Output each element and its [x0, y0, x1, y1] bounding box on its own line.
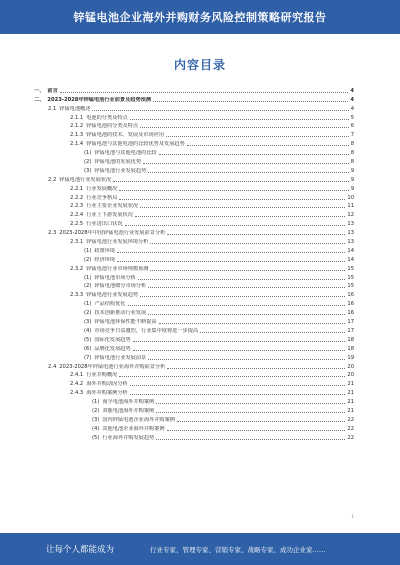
toc-entry[interactable] — [34, 317, 354, 326]
toc-entry-page: 9 — [350, 185, 354, 192]
toc-entry-number: (3) — [84, 319, 92, 326]
toc-entry-text: 锌锰电池行业发展趋势 — [94, 167, 147, 174]
toc-entry[interactable] — [34, 255, 354, 264]
toc-entry[interactable] — [34, 166, 354, 175]
toc-leader-dots — [159, 154, 349, 155]
toc-leader-dots — [135, 216, 345, 217]
toc-entry-text: 国内锌锰电池企业海外并购案例 — [102, 416, 175, 423]
toc-entry-page: 11 — [347, 203, 354, 210]
toc-entry-number: (5) — [84, 336, 92, 343]
toc-entry[interactable] — [34, 397, 354, 406]
toc-entry-number: (2) — [84, 283, 92, 290]
toc-entry-text: 锌锰电池行业发展环境分析 — [86, 239, 149, 246]
toc-leader-dots — [133, 350, 346, 351]
toc-leader-dots — [148, 172, 348, 173]
toc-entry-number: 2.1.2 — [70, 123, 84, 130]
toc-entry-page: 12 — [347, 212, 354, 219]
toc-entry-text: 技术创新推动行业发展 — [94, 310, 147, 317]
toc-entry-text: 政策环境 — [94, 247, 116, 254]
toc-entry-number: (4) — [92, 425, 100, 432]
toc-entry-page: 10 — [347, 194, 354, 201]
toc-entry-text: 锌锰电池的分类及特点 — [86, 123, 139, 130]
toc-entry-page: 21 — [347, 390, 354, 397]
toc-entry-text: 锌锰电池与其他电池的比较优势及发展趋势 — [86, 141, 185, 148]
footer-tagline: 行业专家、管理专家、营销专家、战略专家、成功企业家…… — [150, 545, 326, 554]
toc-entry-number: (3) — [92, 416, 100, 423]
toc-entry-text: 行业主要企业发展状况 — [86, 203, 139, 210]
toc-entry-number: 2.2.2 — [70, 194, 84, 201]
toc-entry-text: 2023-2028年中国锌锰电池行业发展前景分析 — [59, 230, 166, 237]
toc-entry-text: 前言 — [47, 87, 58, 94]
toc-entry-page: 22 — [347, 434, 354, 441]
toc-entry-page: 19 — [347, 354, 354, 361]
toc-entry-number: 二、 — [34, 96, 45, 103]
toc-entry-number: (4) — [84, 327, 92, 334]
toc-entry-text: 锌锰电池的发展优势 — [94, 159, 142, 166]
toc-leader-dots — [156, 403, 345, 404]
toc-entry-page: 20 — [347, 372, 354, 379]
toc-leader-dots — [148, 287, 345, 288]
toc-entry-page: 4 — [350, 105, 354, 112]
toc-entry-number: (1) — [84, 150, 92, 157]
toc-entry-text: 经济环境 — [94, 256, 116, 263]
footer-slogan: 让每个人都能成为 — [46, 545, 115, 555]
toc-entry-number: 2.2 — [48, 176, 57, 183]
toc-leader-dots — [60, 92, 349, 93]
toc-leader-dots — [140, 207, 345, 208]
toc-entry-number: 2.2.4 — [70, 212, 84, 219]
toc-entry[interactable] — [34, 415, 354, 424]
toc-entry-page: 21 — [347, 407, 354, 414]
toc-entry-page: 20 — [347, 363, 354, 370]
toc-entry-page: 9 — [350, 176, 354, 183]
toc-entry[interactable] — [34, 308, 354, 317]
toc-entry-page: 22 — [347, 416, 354, 423]
toc-leader-dots — [148, 359, 345, 360]
toc-entry[interactable] — [34, 282, 354, 291]
toc-entry-text: 锌锰电池与其他电池的比较 — [94, 150, 157, 157]
toc-entry-page: 6 — [350, 123, 354, 130]
toc-leader-dots — [113, 181, 349, 182]
toc-entry-text: 锌锰电池细分市场分析 — [94, 283, 147, 290]
toc-entry-page: 22 — [347, 425, 354, 432]
toc-entry-page: 18 — [347, 336, 354, 343]
toc-entry-number: 2.1 — [48, 105, 57, 112]
toc-entry-number: 2.3.3 — [70, 292, 84, 299]
toc-entry-text: 锌锰电池行业发展趋势 — [86, 292, 139, 299]
toc-entry[interactable] — [34, 299, 354, 308]
toc-leader-dots — [130, 394, 346, 395]
toc-entry-text: 2023-2028年锌锰电池行业前景及趋势预测 — [47, 96, 152, 103]
toc-leader-dots — [153, 101, 348, 102]
toc-entry[interactable] — [34, 139, 354, 148]
header-bar — [0, 0, 400, 34]
toc-entry-number: (1) — [84, 247, 92, 254]
toc-entry-page: 5 — [350, 114, 354, 121]
toc-entry[interactable] — [34, 344, 354, 353]
toc-entry-page: 8 — [350, 150, 354, 157]
toc-leader-dots — [128, 305, 346, 306]
toc-entry-number: (2) — [84, 310, 92, 317]
toc-entry-page: 14 — [347, 256, 354, 263]
toc-leader-dots — [167, 368, 345, 369]
toc-entry-number: (3) — [84, 167, 92, 174]
toc-leader-dots — [156, 439, 345, 440]
toc-entry[interactable] — [34, 95, 354, 104]
toc-leader-dots — [133, 341, 346, 342]
toc-entry[interactable] — [34, 122, 354, 131]
toc-entry-page: 15 — [347, 265, 354, 272]
toc-leader-dots — [140, 296, 345, 297]
toc-entry-number: (2) — [84, 256, 92, 263]
toc-entry-number: (6) — [84, 345, 92, 352]
toc-leader-dots — [130, 119, 349, 120]
toc-entry-page: 7 — [350, 132, 354, 139]
toc-leader-dots — [177, 421, 345, 422]
toc-entry-text: 其他电池企业海外并购案例 — [102, 425, 165, 432]
toc-entry-page: 16 — [347, 310, 354, 317]
toc-entry-text: 2023-2028年锌锰电池行业海外并购前景分析 — [59, 363, 166, 370]
toc-entry[interactable] — [34, 388, 354, 397]
toc-entry-number: 2.3.2 — [70, 265, 84, 272]
toc-entry-text: 锌锰电池行业市场规模预测 — [86, 265, 149, 272]
toc-leader-dots — [117, 261, 345, 262]
toc-entry-page: 15 — [347, 274, 354, 281]
toc-entry[interactable] — [34, 86, 354, 95]
toc-leader-dots — [119, 376, 345, 377]
toc-leader-dots — [125, 225, 346, 226]
toc-entry-number: 2.1.1 — [70, 114, 84, 121]
toc-entry-text: 品牌化发展趋势 — [94, 345, 131, 352]
toc-entry[interactable] — [34, 228, 354, 237]
toc-leader-dots — [200, 332, 345, 333]
toc-entry-number: 2.4.1 — [70, 372, 84, 379]
toc-leader-dots — [148, 314, 345, 315]
toc-entry-number: 2.4.2 — [70, 381, 84, 388]
toc-entry-text: 行业海外并购发展趋势 — [102, 434, 155, 441]
toc-entry-text: 锌锰电池行业发展前景 — [94, 354, 147, 361]
toc-entry-page: 4 — [350, 96, 354, 103]
report-title: 锌锰电池企业海外并购财务风险控制策略研究报告 — [73, 11, 327, 24]
toc-entry-page: 21 — [347, 381, 354, 388]
toc-entry-number: 一、 — [34, 87, 45, 94]
toc-entry[interactable] — [34, 362, 354, 371]
toc-entry[interactable] — [34, 202, 354, 211]
toc-entry-text: 国际化发展趋势 — [94, 336, 131, 343]
toc-entry[interactable] — [34, 148, 354, 157]
footer-bar — [0, 533, 400, 565]
table-of-contents — [34, 86, 354, 442]
toc-entry-number: 2.3 — [48, 230, 57, 237]
page-number: 1 — [351, 514, 354, 519]
toc-entry-text: 产品结构优化 — [94, 301, 126, 308]
toc-entry-page: 17 — [347, 327, 354, 334]
toc-entry[interactable] — [34, 273, 354, 282]
toc-leader-dots — [138, 279, 346, 280]
toc-title: 内容目录 — [173, 58, 226, 72]
toc-entry[interactable] — [34, 219, 354, 228]
toc-entry-number: 2.4 — [48, 363, 57, 370]
toc-leader-dots — [187, 145, 349, 146]
toc-entry-page: 9 — [350, 167, 354, 174]
toc-leader-dots — [92, 110, 348, 111]
toc-entry-page: 14 — [347, 247, 354, 254]
toc-entry-text: 锌锰电池环保性能不断提高 — [94, 319, 157, 326]
toc-entry[interactable] — [34, 246, 354, 255]
toc-entry[interactable] — [34, 104, 354, 113]
toc-entry[interactable] — [34, 424, 354, 433]
toc-entry[interactable] — [34, 433, 354, 442]
toc-entry-text: 行业进出口状况 — [86, 221, 123, 228]
toc-entry-text: 行业发展概况 — [86, 185, 118, 192]
toc-entry-number: 2.1.3 — [70, 132, 84, 139]
toc-entry[interactable] — [34, 335, 354, 344]
toc-entry-number: (1) — [84, 274, 92, 281]
toc-leader-dots — [119, 190, 348, 191]
toc-entry-number: 2.3.1 — [70, 239, 84, 246]
toc-leader-dots — [166, 136, 349, 137]
toc-entry[interactable] — [34, 130, 354, 139]
toc-entry-text: 海外并购动因分析 — [86, 381, 128, 388]
toc-entry-text: 行业上下游发展状况 — [86, 212, 133, 219]
toc-leader-dots — [150, 243, 345, 244]
toc-entry-page: 8 — [350, 159, 354, 166]
toc-entry[interactable] — [34, 406, 354, 415]
toc-entry-page: 17 — [347, 319, 354, 326]
toc-leader-dots — [167, 430, 346, 431]
toc-entry-number: 2.2.3 — [70, 203, 84, 210]
toc-entry-page: 8 — [350, 141, 354, 148]
toc-leader-dots — [117, 252, 345, 253]
toc-entry-number: (1) — [84, 301, 92, 308]
toc-entry[interactable] — [34, 210, 354, 219]
toc-entry-number: (7) — [84, 354, 92, 361]
toc-leader-dots — [140, 127, 349, 128]
toc-entry-text: 行业竞争格局 — [86, 194, 118, 201]
toc-entry-page: 21 — [347, 399, 354, 406]
toc-entry-text: 锌锰电池市场分析 — [94, 274, 136, 281]
toc-entry[interactable] — [34, 157, 354, 166]
toc-entry-text: 锌锰电池的技术、发展及市场应用 — [86, 132, 165, 139]
toc-entry[interactable] — [34, 237, 354, 246]
toc-entry[interactable] — [34, 290, 354, 299]
toc-entry-number: 2.4.3 — [70, 390, 84, 397]
toc-entry-number: 2.1.4 — [70, 141, 84, 148]
toc-entry-text: 市场竞争日益激烈，行业集中度将进一步提高 — [94, 327, 199, 334]
toc-leader-dots — [156, 412, 345, 413]
toc-leader-dots — [150, 270, 345, 271]
toc-entry-number: 2.2.5 — [70, 221, 84, 228]
toc-entry-text: 电池的分类及特点 — [86, 114, 128, 121]
toc-entry-text: 海外并购案例分析 — [86, 390, 128, 397]
toc-entry-page: 13 — [347, 221, 354, 228]
toc-entry[interactable] — [34, 326, 354, 335]
toc-entry[interactable] — [34, 264, 354, 273]
toc-entry[interactable] — [34, 175, 354, 184]
toc-entry-text: 锌锰电池概述 — [59, 105, 91, 112]
toc-entry-page: 16 — [347, 292, 354, 299]
toc-entry-number: 2.2.1 — [70, 185, 84, 192]
toc-entry-number: (1) — [92, 399, 100, 406]
toc-leader-dots — [130, 385, 346, 386]
toc-entry-text: 行业并购概况 — [86, 372, 118, 379]
toc-entry-page: 18 — [347, 345, 354, 352]
toc-entry-text: 南孚电池海外并购案例 — [102, 399, 155, 406]
toc-entry[interactable] — [34, 379, 354, 388]
toc-entry-page: 15 — [347, 283, 354, 290]
toc-entry-number: (5) — [92, 434, 100, 441]
toc-entry-text: 锌锰电池行业发展状况 — [59, 176, 112, 183]
toc-entry-text: 双鹿电池海外并购案例 — [102, 407, 155, 414]
toc-entry-number: (2) — [84, 159, 92, 166]
toc-entry[interactable] — [34, 184, 354, 193]
toc-entry-page: 16 — [347, 301, 354, 308]
toc-entry-page: 13 — [347, 239, 354, 246]
toc-entry-page: 4 — [350, 87, 354, 94]
toc-entry-number: (2) — [92, 407, 100, 414]
toc-leader-dots — [119, 199, 345, 200]
toc-entry[interactable] — [34, 113, 354, 122]
toc-entry[interactable] — [34, 193, 354, 202]
toc-entry[interactable] — [34, 353, 354, 362]
toc-leader-dots — [143, 163, 349, 164]
toc-entry[interactable] — [34, 371, 354, 380]
toc-entry-page: 13 — [347, 230, 354, 237]
toc-leader-dots — [167, 234, 345, 235]
toc-leader-dots — [159, 323, 346, 324]
